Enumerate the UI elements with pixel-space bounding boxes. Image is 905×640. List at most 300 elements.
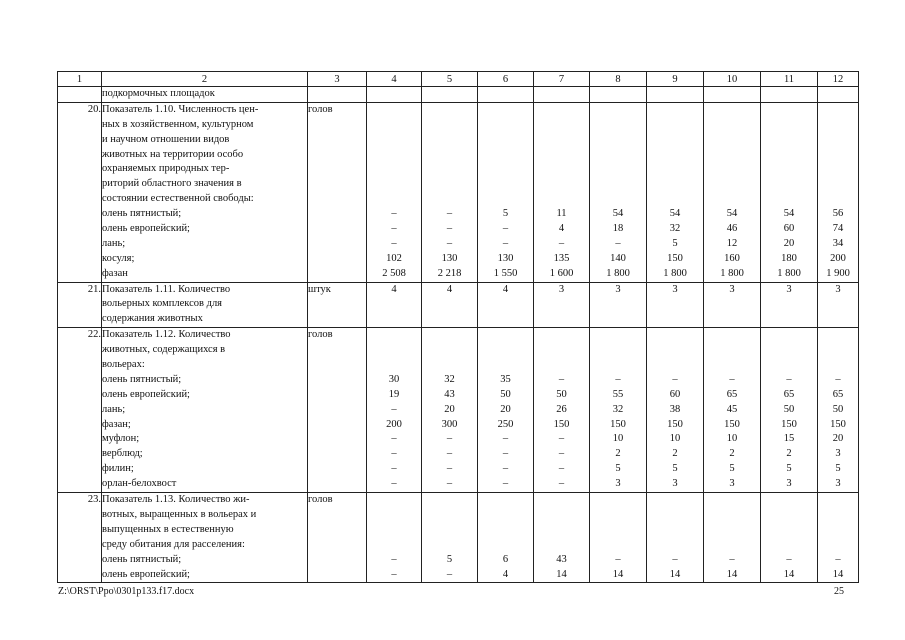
cell-line: животных, содержащихся в	[102, 344, 226, 356]
cell-line	[534, 133, 589, 148]
cell-line: 35	[500, 373, 511, 385]
cell-line: 2 508	[382, 267, 406, 279]
cell-line	[761, 343, 817, 358]
cell-line	[590, 328, 646, 343]
page-number: 25	[834, 586, 844, 597]
cell-line: голов	[308, 329, 333, 341]
value-cell	[590, 102, 647, 282]
cell-line	[590, 118, 646, 133]
value-cell	[478, 328, 534, 493]
cell-line	[761, 358, 817, 373]
cell-line: 1 800	[663, 267, 687, 279]
row-number	[58, 87, 102, 103]
cell-line	[534, 328, 589, 343]
cell-line: 20	[444, 403, 455, 415]
cell-line	[647, 118, 703, 133]
cell-line	[534, 343, 589, 358]
cell-line: 5	[672, 463, 678, 475]
cell-line: 180	[781, 252, 797, 264]
cell-line	[422, 523, 477, 538]
row-number	[58, 282, 102, 328]
cell-line: 3	[835, 478, 841, 490]
cell-line	[367, 508, 421, 523]
cell-line: 1 900	[826, 267, 850, 279]
cell-line: лань;	[102, 237, 126, 249]
value-cell	[647, 87, 704, 103]
cell-line: 3	[729, 283, 735, 295]
cell-line	[478, 493, 533, 508]
cell-line: –	[558, 237, 565, 249]
value-cell	[704, 493, 761, 583]
unit-cell	[308, 282, 367, 328]
cell-line: 22.	[87, 329, 101, 341]
header-cell: 2	[102, 72, 308, 87]
cell-line: 10	[612, 433, 624, 445]
indicator-name	[102, 87, 308, 103]
cell-line: –	[615, 373, 621, 385]
cell-line: 14	[612, 568, 624, 580]
cell-line	[367, 177, 421, 192]
table-row	[58, 87, 859, 103]
cell-line: 14	[669, 568, 681, 580]
cell-line: олень пятнистый;	[102, 208, 182, 220]
cell-line: 32	[444, 373, 455, 385]
cell-line: голов	[308, 103, 333, 115]
cell-line	[478, 148, 533, 163]
cell-line: 5	[729, 463, 735, 475]
cell-line	[704, 148, 760, 163]
cell-line: олень европейский;	[102, 388, 190, 400]
cell-line: 60	[783, 223, 795, 235]
value-cell	[818, 87, 859, 103]
cell-line: 1 600	[549, 267, 574, 279]
cell-line	[818, 523, 858, 538]
unit-cell	[308, 87, 367, 103]
cell-line	[647, 177, 703, 192]
cell-line	[818, 192, 858, 207]
cell-line: 32	[612, 403, 624, 415]
value-cell	[478, 87, 534, 103]
cell-line: 4	[391, 283, 397, 295]
cell-line: Показатель 1.11. Количество	[102, 283, 231, 295]
header-cell: 7	[534, 72, 590, 87]
cell-line: 300	[441, 418, 458, 430]
cell-line	[590, 177, 646, 192]
header-cell: 10	[704, 72, 761, 87]
cell-line: 160	[724, 252, 740, 264]
cell-line: 200	[830, 252, 846, 264]
cell-line: 2 218	[437, 267, 462, 279]
cell-line: 26	[556, 403, 567, 415]
cell-line	[422, 343, 477, 358]
cell-line: 3	[558, 283, 565, 295]
cell-line	[590, 523, 646, 538]
header-cell: 4	[367, 72, 422, 87]
cell-line	[367, 343, 421, 358]
value-cell	[761, 102, 818, 282]
table-row	[58, 493, 859, 583]
cell-line	[590, 133, 646, 148]
cell-line: 5	[615, 463, 621, 475]
value-cell	[704, 87, 761, 103]
value-cell	[761, 87, 818, 103]
cell-line	[818, 538, 858, 553]
cell-line: 102	[386, 252, 402, 264]
cell-line	[478, 538, 533, 553]
cell-line: Показатель 1.10. Численность цен-	[102, 103, 259, 115]
cell-line	[704, 328, 760, 343]
cell-line	[590, 148, 646, 163]
indicator-name	[102, 493, 308, 583]
cell-line	[534, 538, 589, 553]
cell-line	[761, 493, 817, 508]
value-cell	[818, 493, 859, 583]
cell-line	[422, 162, 477, 177]
cell-line: 150	[610, 418, 626, 430]
cell-line: животных на территории особо	[102, 148, 244, 160]
row-number	[58, 493, 102, 583]
value-cell	[422, 282, 478, 328]
cell-line: 150	[724, 418, 740, 430]
unit-cell	[308, 328, 367, 493]
cell-line: 150	[667, 252, 683, 264]
cell-line	[478, 508, 533, 523]
cell-line: олень европейский;	[102, 568, 190, 580]
cell-line: 50	[783, 403, 795, 415]
table-row	[58, 282, 859, 328]
cell-line: 14	[832, 568, 844, 580]
value-cell	[422, 493, 478, 583]
cell-line: –	[446, 478, 453, 490]
cell-line: –	[391, 433, 397, 445]
cell-line: 3	[729, 478, 735, 490]
cell-line	[367, 148, 421, 163]
cell-line	[534, 358, 589, 373]
cell-line	[818, 118, 858, 133]
cell-line	[534, 493, 589, 508]
cell-line: 10	[669, 433, 681, 445]
cell-line	[704, 343, 760, 358]
cell-line: –	[835, 553, 841, 565]
cell-line	[704, 538, 760, 553]
header-row	[58, 72, 859, 87]
cell-line	[647, 358, 703, 373]
value-cell	[590, 282, 647, 328]
cell-line	[704, 192, 760, 207]
cell-line	[478, 523, 533, 538]
cell-line: штук	[308, 283, 331, 295]
cell-line	[534, 148, 589, 163]
value-cell	[647, 102, 704, 282]
cell-line: 130	[497, 252, 514, 264]
value-cell	[478, 282, 534, 328]
cell-line: верблюд;	[102, 448, 143, 460]
value-cell	[422, 102, 478, 282]
cell-line	[590, 358, 646, 373]
cell-line: олень пятнистый;	[102, 553, 182, 565]
value-cell	[534, 282, 590, 328]
cell-line: 250	[497, 418, 514, 430]
value-cell	[590, 328, 647, 493]
cell-line: 50	[500, 388, 511, 400]
value-cell	[704, 328, 761, 493]
cell-line: 2	[786, 448, 792, 460]
cell-line: 135	[553, 252, 570, 264]
cell-line	[704, 162, 760, 177]
cell-line	[367, 192, 421, 207]
cell-line: 1 800	[720, 267, 744, 279]
cell-line	[308, 87, 366, 102]
cell-line: олень пятнистый;	[102, 373, 182, 385]
cell-line: 74	[832, 223, 844, 235]
cell-line: 5	[446, 553, 453, 565]
cell-line: вольерах:	[102, 359, 145, 371]
unit-cell	[308, 102, 367, 282]
cell-line: –	[391, 478, 397, 490]
header-cell: 1	[58, 72, 102, 87]
cell-line: –	[558, 463, 565, 475]
cell-line: –	[391, 463, 397, 475]
cell-line: –	[558, 448, 565, 460]
cell-line	[704, 177, 760, 192]
cell-line: 20	[832, 433, 844, 445]
cell-line	[534, 103, 589, 118]
cell-line	[761, 523, 817, 538]
value-cell	[761, 493, 818, 583]
value-cell	[704, 282, 761, 328]
cell-line: состоянии естественной свободы:	[102, 193, 254, 205]
cell-line	[647, 103, 703, 118]
cell-line: 50	[556, 388, 567, 400]
cell-line	[704, 103, 760, 118]
header-cell: 5	[422, 72, 478, 87]
cell-line: лань;	[102, 403, 126, 415]
cell-line	[818, 103, 858, 118]
indicator-name	[102, 282, 308, 328]
value-cell	[704, 102, 761, 282]
cell-line	[367, 133, 421, 148]
cell-line: 65	[726, 388, 738, 400]
file-path: Z:\ORST\Ppo\0301p133.f17.docx	[58, 586, 195, 597]
cell-line: 1 800	[777, 267, 801, 279]
cell-line	[367, 118, 421, 133]
cell-line	[590, 343, 646, 358]
header-cell: 3	[308, 72, 367, 87]
cell-line: 4	[446, 283, 453, 295]
cell-line: 2	[672, 448, 678, 460]
cell-line: 3	[615, 283, 621, 295]
cell-line	[422, 328, 477, 343]
cell-line	[478, 192, 533, 207]
header-cell: 12	[818, 72, 859, 87]
cell-line: 12	[726, 237, 738, 249]
cell-line: –	[558, 373, 565, 385]
cell-line: –	[672, 553, 678, 565]
cell-line: 2	[729, 448, 735, 460]
cell-line	[647, 192, 703, 207]
cell-line	[704, 508, 760, 523]
data-table	[57, 71, 859, 583]
value-cell	[761, 282, 818, 328]
cell-line	[704, 523, 760, 538]
cell-line	[478, 358, 533, 373]
cell-line	[818, 328, 858, 343]
cell-line	[534, 508, 589, 523]
cell-line: –	[446, 448, 453, 460]
row-number	[58, 102, 102, 282]
cell-line: 4	[502, 568, 509, 580]
value-cell	[647, 328, 704, 493]
value-cell	[818, 328, 859, 493]
cell-line: –	[391, 223, 397, 235]
value-cell	[761, 328, 818, 493]
cell-line	[761, 133, 817, 148]
cell-line: 32	[669, 223, 681, 235]
value-cell	[478, 102, 534, 282]
cell-line: Показатель 1.13. Количество жи-	[102, 494, 250, 506]
value-cell	[367, 493, 422, 583]
cell-line: 43	[556, 553, 567, 565]
cell-line	[761, 192, 817, 207]
cell-line	[761, 328, 817, 343]
cell-line: –	[502, 448, 509, 460]
cell-line	[422, 508, 477, 523]
header-cell: 8	[590, 72, 647, 87]
cell-line: 4	[502, 283, 509, 295]
cell-line: 140	[610, 252, 626, 264]
cell-line	[478, 177, 533, 192]
cell-line	[818, 162, 858, 177]
cell-line: 3	[786, 283, 792, 295]
cell-line: 130	[441, 252, 458, 264]
cell-line: 3	[672, 283, 678, 295]
value-cell	[590, 87, 647, 103]
cell-line	[647, 162, 703, 177]
cell-line: 3	[835, 448, 841, 460]
cell-line: 18	[612, 223, 624, 235]
unit-cell	[308, 493, 367, 583]
value-cell	[534, 102, 590, 282]
cell-line: 54	[612, 208, 624, 220]
cell-line: –	[786, 373, 792, 385]
header-cell: 9	[647, 72, 704, 87]
value-cell	[818, 102, 859, 282]
cell-line: содержания животных	[102, 313, 203, 325]
cell-line: –	[786, 553, 792, 565]
table-row	[58, 102, 859, 282]
cell-line: 3	[835, 283, 841, 295]
cell-line: фазан	[102, 267, 128, 279]
cell-line: 5	[672, 237, 678, 249]
cell-line: среду обитания для расселения:	[102, 538, 245, 550]
cell-line: муфлон;	[102, 433, 140, 445]
cell-line: 200	[386, 418, 402, 430]
cell-line: 150	[553, 418, 570, 430]
value-cell	[422, 328, 478, 493]
cell-line: –	[502, 223, 509, 235]
cell-line: –	[446, 568, 453, 580]
cell-line	[422, 192, 477, 207]
value-cell	[534, 328, 590, 493]
cell-line: 19	[388, 388, 400, 400]
cell-line: 20.	[87, 103, 101, 115]
indicator-name	[102, 102, 308, 282]
cell-line	[367, 328, 421, 343]
cell-line: 54	[669, 208, 681, 220]
cell-line: –	[391, 403, 397, 415]
cell-line	[367, 493, 421, 508]
cell-line	[422, 358, 477, 373]
cell-line: –	[391, 553, 397, 565]
cell-line: косуля;	[102, 252, 135, 264]
value-cell	[367, 328, 422, 493]
cell-line	[818, 148, 858, 163]
cell-line: риторий областного значения в	[102, 178, 242, 190]
cell-line: –	[558, 478, 565, 490]
cell-line: 50	[832, 403, 844, 415]
cell-line	[704, 358, 760, 373]
cell-line: 38	[669, 403, 681, 415]
cell-line: 55	[612, 388, 624, 400]
cell-line: –	[502, 433, 509, 445]
cell-line: голов	[308, 494, 333, 506]
value-cell	[367, 282, 422, 328]
cell-line: олень европейский;	[102, 223, 190, 235]
cell-line	[422, 103, 477, 118]
value-cell	[590, 493, 647, 583]
cell-line: выпущенных в естественную	[102, 523, 234, 535]
cell-line: 20	[500, 403, 511, 415]
cell-line: 14	[556, 568, 567, 580]
cell-line	[590, 103, 646, 118]
cell-line: 1 550	[493, 267, 518, 279]
cell-line: вольерных комплексов для	[102, 298, 223, 310]
cell-line	[478, 118, 533, 133]
cell-line: 14	[726, 568, 738, 580]
cell-line: 3	[786, 478, 792, 490]
cell-line: 5	[786, 463, 792, 475]
value-cell	[534, 493, 590, 583]
cell-line: –	[391, 568, 397, 580]
indicator-name	[102, 328, 308, 493]
cell-line	[590, 162, 646, 177]
cell-line: 150	[830, 418, 846, 430]
table-row	[58, 328, 859, 493]
cell-line: –	[391, 237, 397, 249]
cell-line	[590, 508, 646, 523]
cell-line	[761, 118, 817, 133]
cell-line: –	[502, 463, 509, 475]
cell-line: 1 800	[606, 267, 630, 279]
cell-line	[647, 508, 703, 523]
cell-line	[534, 523, 589, 538]
cell-line: –	[672, 373, 678, 385]
cell-line: –	[446, 433, 453, 445]
cell-line: –	[615, 237, 621, 249]
cell-line: 3	[615, 478, 621, 490]
cell-line: 10	[726, 433, 738, 445]
cell-line: –	[502, 478, 509, 490]
cell-line: –	[729, 553, 735, 565]
cell-line: 150	[667, 418, 683, 430]
cell-line: Показатель 1.12. Количество	[102, 329, 231, 341]
cell-line: 11	[556, 208, 567, 220]
cell-line	[590, 192, 646, 207]
cell-line: 60	[669, 388, 681, 400]
cell-line	[761, 162, 817, 177]
cell-line	[534, 192, 589, 207]
cell-line	[534, 162, 589, 177]
